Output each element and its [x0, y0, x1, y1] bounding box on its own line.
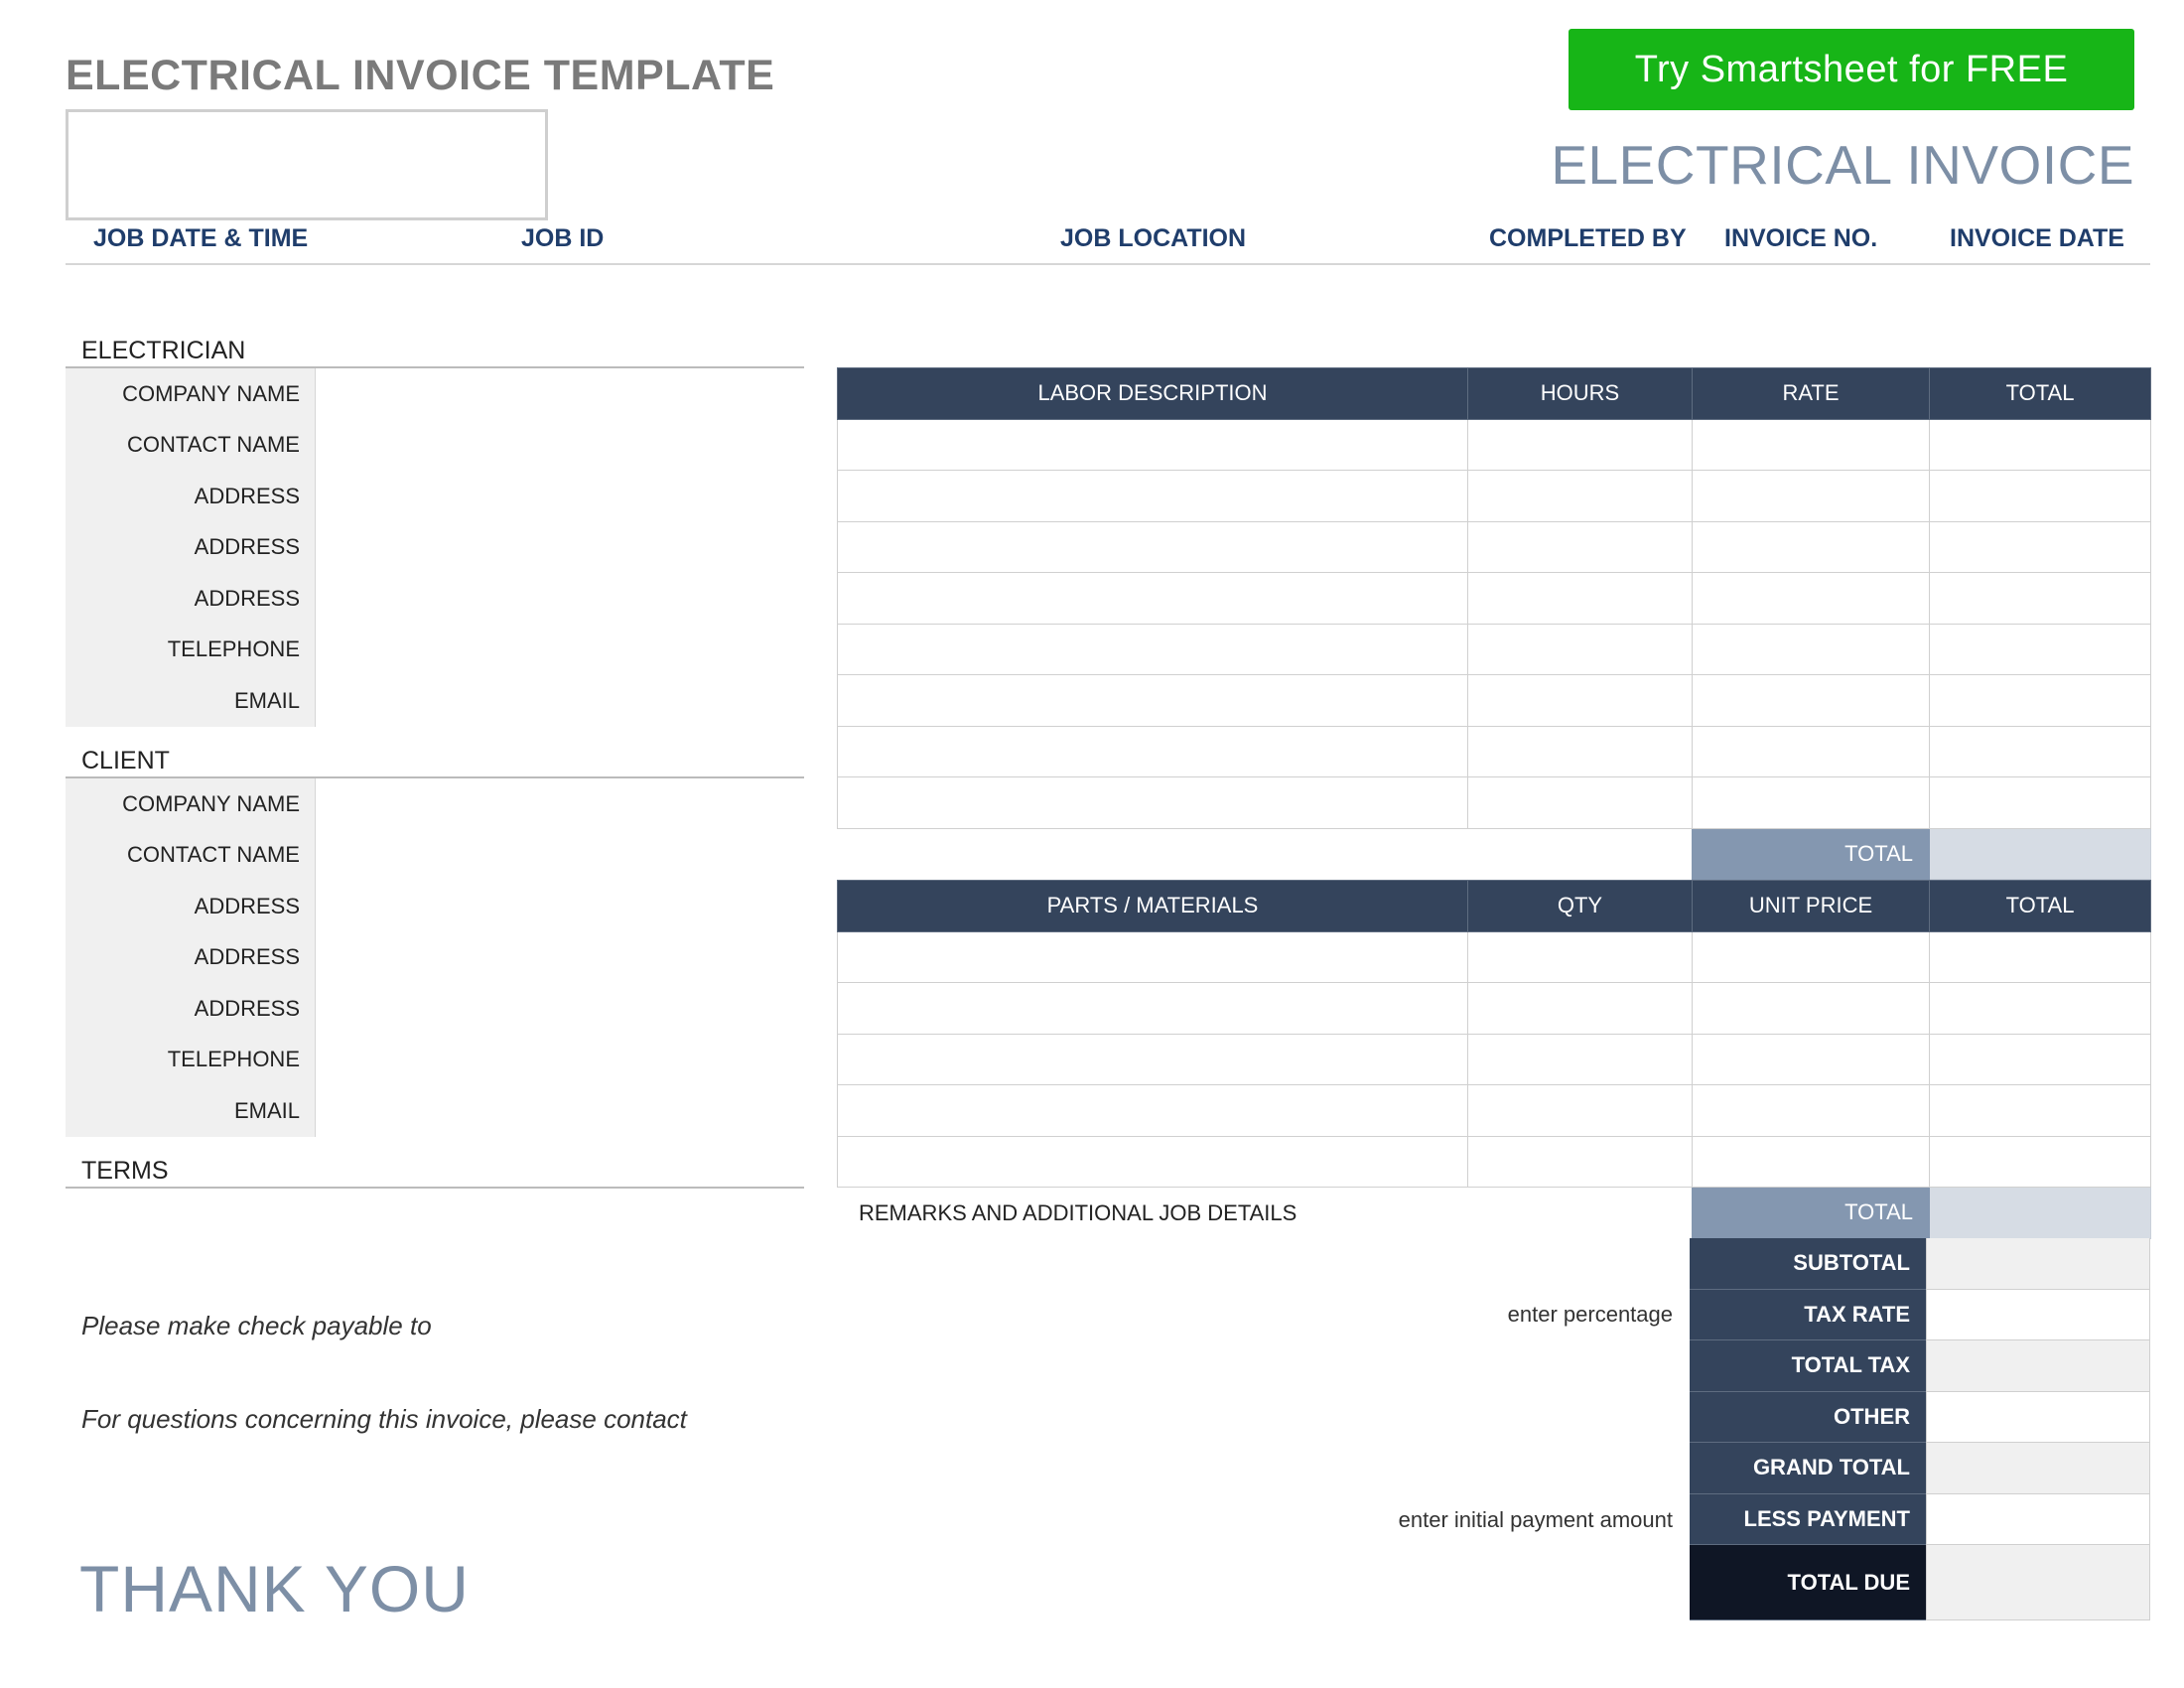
client-address-label: ADDRESS [194, 944, 300, 970]
parts-cell[interactable] [1693, 1085, 1930, 1137]
parts-materials-header: PARTS / MATERIALS [838, 881, 1468, 932]
labor-cell[interactable] [1930, 777, 2151, 829]
logo-placeholder[interactable] [66, 109, 548, 220]
subtotal-value[interactable] [1926, 1238, 2150, 1290]
invoice-date-label: INVOICE DATE [1950, 224, 2124, 252]
enter-payment-hint: enter initial payment amount [1398, 1507, 1673, 1532]
other-label: OTHER [1690, 1392, 1926, 1444]
tax-rate-value[interactable] [1926, 1290, 2150, 1341]
terms-divider [66, 1187, 804, 1189]
labor-total-label: TOTAL [1693, 828, 1930, 880]
parts-cell[interactable] [1930, 983, 2151, 1035]
labor-cell[interactable] [1693, 624, 1930, 675]
job-date-time-label: JOB DATE & TIME [93, 224, 309, 252]
parts-cell[interactable] [1468, 1085, 1693, 1137]
total-tax-label: TOTAL TAX [1690, 1340, 1926, 1392]
parts-cell[interactable] [838, 931, 1468, 983]
labor-line-row [838, 777, 2151, 829]
completed-by-label: COMPLETED BY [1489, 224, 1687, 252]
document-title: ELECTRICAL INVOICE TEMPLATE [66, 52, 775, 99]
subtotal-label: SUBTOTAL [1690, 1238, 1926, 1290]
labor-cell[interactable] [1468, 419, 1693, 471]
total-due-label: TOTAL DUE [1690, 1545, 1926, 1620]
try-smartsheet-button[interactable]: Try Smartsheet for FREE [1569, 29, 2134, 110]
client-email-label: EMAIL [233, 1097, 300, 1123]
parts-rows [838, 931, 2151, 1188]
other-value[interactable] [1926, 1392, 2150, 1444]
qty-header: QTY [1468, 881, 1693, 932]
electrician-section-label: ELECTRICIAN [81, 337, 246, 364]
client-contact-name-label: CONTACT NAME [127, 842, 300, 868]
parts-cell[interactable] [1693, 931, 1930, 983]
labor-total-header: TOTAL [1930, 368, 2151, 420]
terms-section-label: TERMS [81, 1157, 169, 1185]
labor-total-spacer [838, 828, 1693, 880]
parts-cell[interactable] [1693, 983, 1930, 1035]
parts-cell[interactable] [1468, 983, 1693, 1035]
total-due-row [1690, 1545, 2150, 1620]
electrician-address-label: ADDRESS [194, 534, 300, 560]
rate-header: RATE [1693, 368, 1930, 420]
electrician-address-label: ADDRESS [194, 483, 300, 508]
labor-cell[interactable] [1468, 521, 1693, 573]
remarks-label: REMARKS AND ADDITIONAL JOB DETAILS [859, 1200, 1297, 1225]
client-info-block [66, 778, 316, 1137]
client-address-label: ADDRESS [194, 893, 300, 918]
labor-cell[interactable] [1693, 573, 1930, 625]
questions-contact-note: For questions concerning this invoice, please contact [81, 1404, 687, 1434]
parts-cell[interactable] [1693, 1136, 1930, 1188]
labor-cell[interactable] [1930, 521, 2151, 573]
unit-price-header: UNIT PRICE [1693, 881, 1930, 932]
parts-cell[interactable] [1468, 1136, 1693, 1188]
labor-cell[interactable] [1930, 573, 2151, 625]
parts-cell[interactable] [1468, 1034, 1693, 1085]
grand-total-label: GRAND TOTAL [1690, 1443, 1926, 1494]
parts-cell[interactable] [1930, 1136, 2151, 1188]
labor-cell[interactable] [1693, 675, 1930, 727]
invoice-title: ELECTRICAL INVOICE [1551, 134, 2134, 196]
labor-cell[interactable] [1468, 675, 1693, 727]
other-row [1690, 1392, 2150, 1444]
electrician-telephone-label: TELEPHONE [167, 636, 300, 662]
total-tax-row [1690, 1340, 2150, 1392]
labor-cell[interactable] [1930, 624, 2151, 675]
labor-table [837, 367, 2151, 880]
labor-line-row [838, 471, 2151, 522]
invoice-summary [1690, 1238, 2150, 1620]
parts-cell[interactable] [1930, 1085, 2151, 1137]
labor-line-row [838, 521, 2151, 573]
electrician-email-label: EMAIL [233, 687, 300, 713]
parts-total-header: TOTAL [1930, 881, 2151, 932]
header-divider [66, 263, 2150, 265]
labor-cell[interactable] [1693, 777, 1930, 829]
labor-header-row [838, 368, 2151, 420]
tax-rate-row [1690, 1290, 2150, 1341]
electrician-info-block [66, 368, 316, 727]
labor-line-row [838, 624, 2151, 675]
labor-cell[interactable] [1468, 471, 1693, 522]
labor-line-row [838, 419, 2151, 471]
labor-description-header: LABOR DESCRIPTION [838, 368, 1468, 420]
total-due-value[interactable] [1926, 1545, 2150, 1620]
job-id-label: JOB ID [521, 224, 605, 252]
labor-line-row [838, 573, 2151, 625]
labor-cell[interactable] [838, 471, 1468, 522]
tax-rate-label: TAX RATE [1690, 1290, 1926, 1341]
labor-cell[interactable] [838, 624, 1468, 675]
labor-cell[interactable] [838, 573, 1468, 625]
labor-cell[interactable] [1930, 726, 2151, 777]
parts-cell[interactable] [1930, 931, 2151, 983]
parts-cell[interactable] [838, 1136, 1468, 1188]
parts-line-row [838, 1034, 2151, 1085]
labor-cell[interactable] [838, 419, 1468, 471]
parts-cell[interactable] [838, 983, 1468, 1035]
labor-total-row [838, 828, 2151, 880]
invoice-no-label: INVOICE NO. [1724, 224, 1878, 252]
parts-cell[interactable] [1468, 931, 1693, 983]
enter-percentage-hint: enter percentage [1507, 1302, 1673, 1327]
labor-cell[interactable] [1930, 471, 2151, 522]
parts-total-label: TOTAL [1693, 1188, 1930, 1239]
parts-line-row [838, 1085, 2151, 1137]
parts-line-row [838, 983, 2151, 1035]
parts-header-row [838, 881, 2151, 932]
job-location-label: JOB LOCATION [1060, 224, 1247, 252]
electrician-company-name-label: COMPANY NAME [122, 380, 300, 406]
parts-total-value[interactable] [1930, 1188, 2151, 1239]
labor-cell[interactable] [1930, 675, 2151, 727]
check-payable-note: Please make check payable to [81, 1311, 432, 1340]
labor-line-row [838, 726, 2151, 777]
client-company-name-label: COMPANY NAME [122, 790, 300, 816]
labor-cell[interactable] [838, 675, 1468, 727]
less-payment-value[interactable] [1926, 1494, 2150, 1546]
labor-cell[interactable] [1693, 419, 1930, 471]
labor-cell[interactable] [1468, 777, 1693, 829]
hours-header: HOURS [1468, 368, 1693, 420]
parts-table [837, 880, 2151, 1239]
labor-cell[interactable] [1693, 471, 1930, 522]
thank-you-text: THANK YOU [79, 1552, 470, 1625]
grand-total-value[interactable] [1926, 1443, 2150, 1494]
parts-cell[interactable] [838, 1085, 1468, 1137]
client-telephone-label: TELEPHONE [167, 1047, 300, 1072]
labor-cell[interactable] [1930, 419, 2151, 471]
labor-line-row [838, 675, 2151, 727]
electrician-contact-name-label: CONTACT NAME [127, 432, 300, 458]
client-address-label: ADDRESS [194, 995, 300, 1021]
labor-cell[interactable] [1468, 726, 1693, 777]
parts-cell[interactable] [1693, 1034, 1930, 1085]
client-section-label: CLIENT [81, 747, 170, 774]
labor-cell[interactable] [1468, 573, 1693, 625]
electrician-address-label: ADDRESS [194, 585, 300, 611]
parts-line-row [838, 931, 2151, 983]
labor-cell[interactable] [1693, 521, 1930, 573]
labor-rows [838, 419, 2151, 828]
parts-cell[interactable] [838, 1034, 1468, 1085]
parts-cell[interactable] [1930, 1034, 2151, 1085]
labor-total-value[interactable] [1930, 828, 2151, 880]
labor-cell[interactable] [838, 521, 1468, 573]
less-payment-label: LESS PAYMENT [1690, 1494, 1926, 1546]
grand-total-row [1690, 1443, 2150, 1494]
less-payment-row [1690, 1494, 2150, 1546]
labor-cell[interactable] [838, 726, 1468, 777]
labor-cell[interactable] [1468, 624, 1693, 675]
parts-line-row [838, 1136, 2151, 1188]
subtotal-row [1690, 1238, 2150, 1290]
total-tax-value[interactable] [1926, 1340, 2150, 1392]
labor-cell[interactable] [838, 777, 1468, 829]
labor-cell[interactable] [1693, 726, 1930, 777]
